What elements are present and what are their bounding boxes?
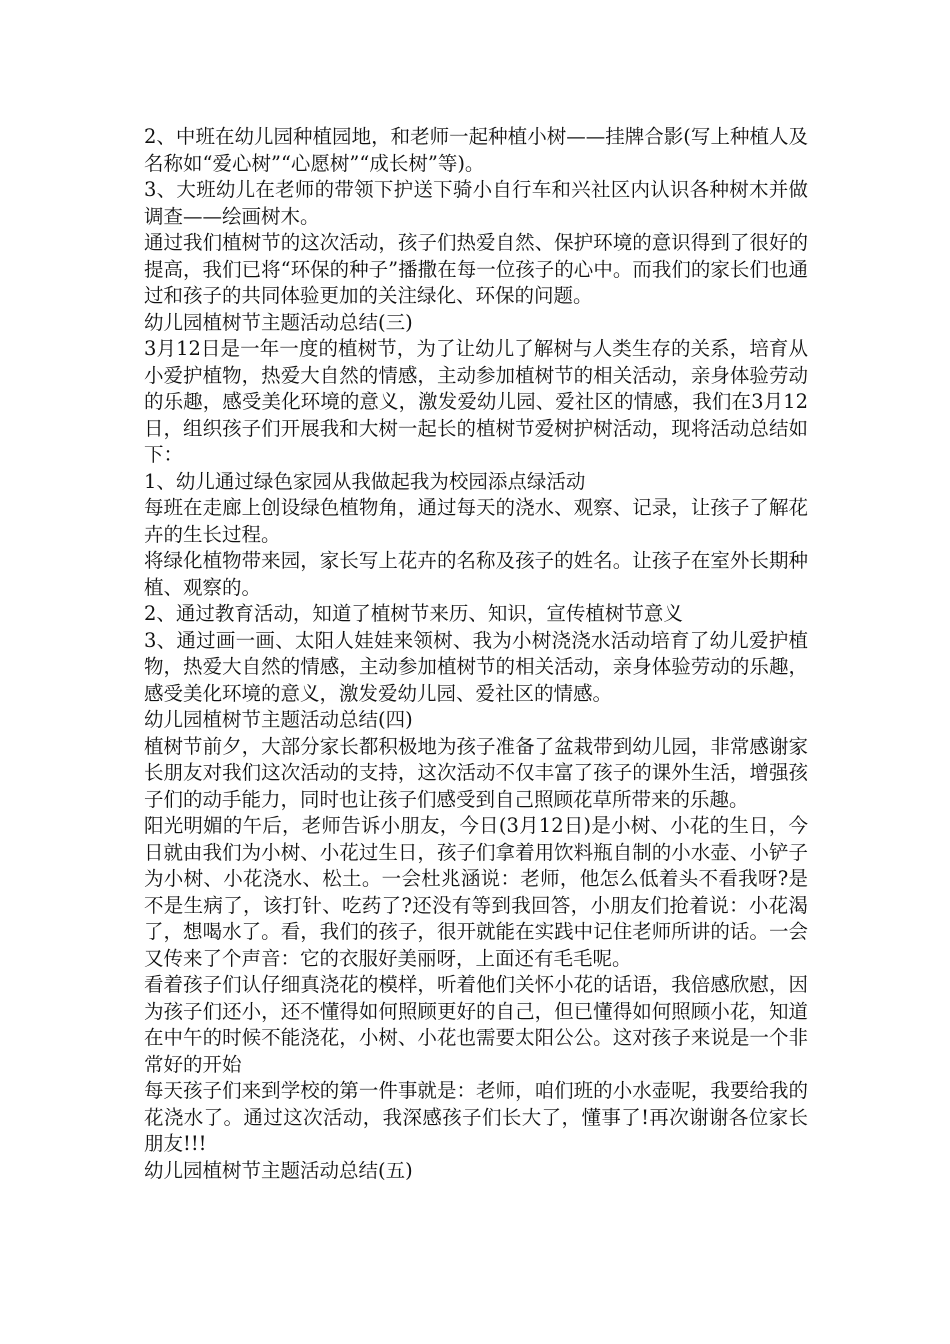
paragraph-watching: 看着孩子们认仔细真浇花的模样，听着他们关怀小花的话语，我倍感欣慰，因为孩子们还小，还不懂得如何照顾更好的自己，但已懂得如何照顾小花，知道在中午的时候不能浇花，小树、小花也需要太阳公公。这对孩子来说是一个非常好的开始: [144, 973, 808, 1076]
document-body: [144, 124, 808, 1184]
paragraph-plant-corner: 每班在走廊上创设绿色植物角，通过每天的浇水、观察、记录，让孩子了解花卉的生长过程。: [144, 496, 808, 546]
paragraph-intro-3: 3月12日是一年一度的植树节，为了让幼儿了解树与人类生存的关系，培育从小爱护植物，热爱大自然的情感，主动参加植树节的相关活动，亲身体验劳动的乐趣，感受美化环境的意义，激发爱幼儿园、爱社区的情感，我们在3月12日，组织孩子们开展我和大树一起长的植树节爱树护树活动，现将活动总结如下：: [144, 337, 808, 466]
paragraph-point-3: 3、通过画一画、太阳人娃娃来领树、我为小树浇浇水活动培育了幼儿爱护植物，热爱大自然的情感，主动参加植树节的相关活动，亲身体验劳动的乐趣，感受美化环境的意义，激发爱幼儿园、爱社区的情感。: [144, 628, 808, 705]
paragraph-bring-plants: 将绿化植物带来园，家长写上花卉的名称及孩子的姓名。让孩子在室外长期种植、观察的。: [144, 549, 808, 599]
section-heading-3: 幼儿园植树节主题活动总结(三): [144, 310, 413, 334]
section-heading-5: 幼儿园植树节主题活动总结(五): [144, 1158, 413, 1182]
paragraph-every-day: 每天孩子们来到学校的第一件事就是：老师，咱们班的小水壶呢，我要给我的花浇水了。通过这次活动，我深感孩子们长大了，懂事了!再次谢谢各位家长朋友!!!: [144, 1079, 808, 1155]
paragraph-eve: 植树节前夕，大部分家长都积极地为孩子准备了盆栽带到幼儿园，非常感谢家长朋友对我们这次活动的支持，这次活动不仅丰富了孩子的课外生活，增强孩子们的动手能力，同时也让孩子们感受到自己照顾花草所带来的乐趣。: [144, 734, 808, 811]
paragraph-item-3: 3、大班幼儿在老师的带领下护送下骑小自行车和兴社区内认识各种树木并做调查——绘画树木。: [144, 178, 808, 228]
paragraph-item-2: 2、中班在幼儿园种植园地，和老师一起种植小树——挂牌合影(写上种植人及名称如“爱心树”“心愿树”“成长树”等)。: [144, 125, 808, 175]
paragraph-summary: 通过我们植树节的这次活动，孩子们热爱自然、保护环境的意识得到了很好的提高，我们已将“环保的种子”播撒在每一位孩子的心中。而我们的家长们也通过和孩子的共同体验更加的关注绿化、环保的问题。: [144, 231, 808, 307]
paragraph-afternoon: 阳光明媚的午后，老师告诉小朋友，今日(3月12日)是小树、小花的生日，今日就由我们为小树、小花过生日，孩子们拿着用饮料瓶自制的小水壶、小铲子为小树、小花浇水、松土。一会杜兆涵说：老师，他怎么低着头不看我呀?是不是生病了，该打针、吃药了?还没有等到我回答，小朋友们抢着说：小花渴了，想喝水了。看，我们的孩子，很开就能在实践中记住老师所讲的话。一会又传来了个声音：它的衣服好美丽呀，上面还有毛毛呢。: [144, 814, 808, 970]
section-heading-4: 幼儿园植树节主题活动总结(四): [144, 708, 413, 731]
paragraph-point-2: 2、通过教育活动，知道了植树节来历、知识，宣传植树节意义: [144, 602, 683, 625]
paragraph-point-1: 1、幼儿通过绿色家园从我做起我为校园添点绿活动: [144, 469, 586, 493]
